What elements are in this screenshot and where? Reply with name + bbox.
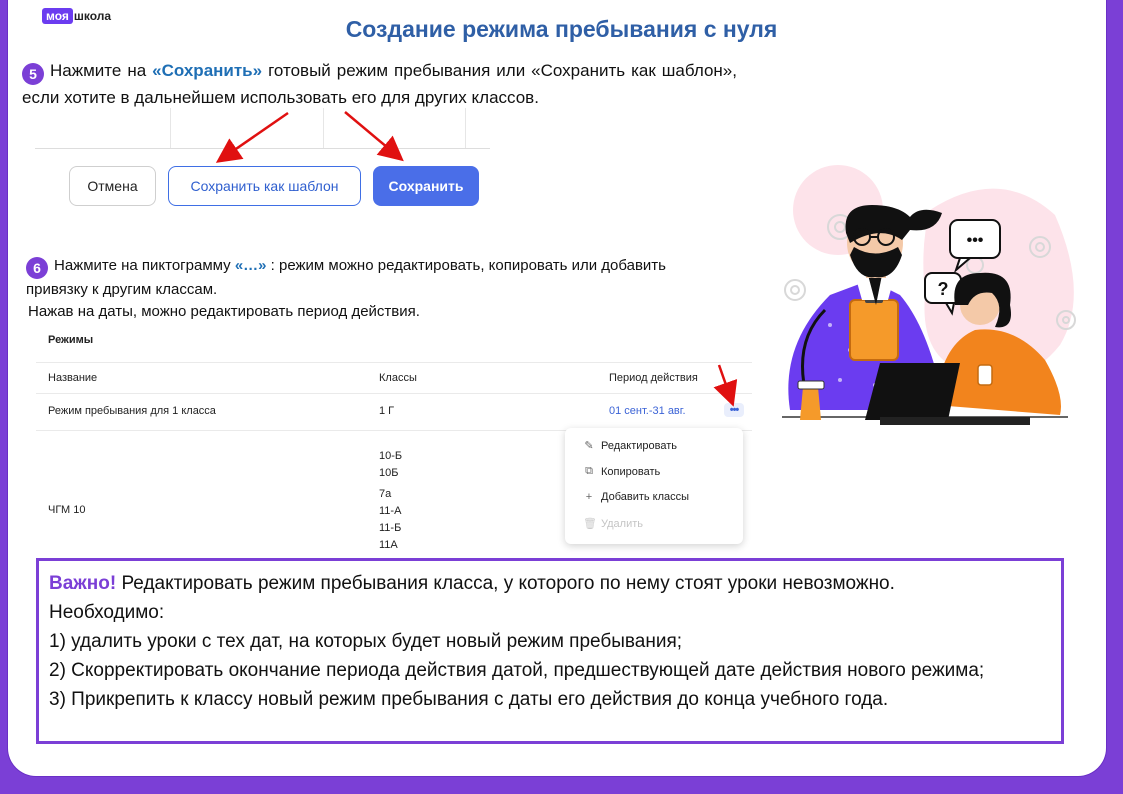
menu-item-label: Копировать xyxy=(601,465,661,478)
step6-highlight: «…» xyxy=(234,257,267,274)
menu-item-label: Добавить классы xyxy=(601,491,690,503)
speech-bubble-text: ? xyxy=(937,279,949,299)
step6-text-before: Нажмите на пиктограмму xyxy=(54,257,235,274)
step5-text-after: готовый режим пребывания или «Сохранить как шаблон», если хотите в дальнейшем использовать его для других классов. xyxy=(22,61,737,107)
class-item: 11-А xyxy=(379,505,402,517)
note-line2: Необходимо: xyxy=(49,602,165,623)
save-as-template-button[interactable]: Сохранить как шаблон xyxy=(168,166,361,206)
header-name: Название xyxy=(48,372,98,384)
note-line5: 3) Прикрепить к классу новый режим пребывания с даты его действия до конца учебного года. xyxy=(49,689,889,710)
row-period-link[interactable]: 01 сент.-31 авг. xyxy=(609,405,686,417)
menu-item-label: Редактировать xyxy=(601,439,677,452)
illustration xyxy=(770,155,1085,435)
class-item: 10Б xyxy=(379,467,399,479)
step5-highlight: «Сохранить» xyxy=(152,61,263,80)
note-line4: 2) Скорректировать окончание периода действия датой, предшествующей дате действия нового режима; xyxy=(49,660,985,681)
class-item: 10-Б xyxy=(379,450,403,462)
plus-icon: + xyxy=(585,491,593,503)
note-line1: Редактировать режим пребывания класса, у которого по нему стоят уроки невозможно. xyxy=(116,573,895,594)
copy-icon: ⧉ xyxy=(585,465,593,477)
row-name: Режим пребывания для 1 класса xyxy=(48,405,216,417)
class-item: 7а xyxy=(379,488,392,500)
step6-text-after: : режим можно редактировать, копировать или добавить привязку к другим классам. xyxy=(26,257,666,298)
note-important-label: Важно! xyxy=(49,573,117,594)
step6-number: 6 xyxy=(26,257,48,279)
important-note xyxy=(36,558,1064,744)
step5-number: 5 xyxy=(22,63,44,85)
header-classes: Классы xyxy=(379,372,417,384)
menu-item-label: Удалить xyxy=(601,517,643,530)
more-options-button[interactable]: ••• xyxy=(724,403,744,417)
header-period: Период действия xyxy=(609,372,698,384)
note-line3: 1) удалить уроки с тех дат, на которых будет новый режим пребывания; xyxy=(49,631,683,652)
table-title: Режимы xyxy=(48,334,94,346)
pencil-icon: ✎ xyxy=(584,440,594,452)
arrow xyxy=(345,112,400,158)
trash-icon: 🗑 xyxy=(583,518,597,530)
class-item: 11А xyxy=(379,539,398,548)
logo-part2: школа xyxy=(73,9,112,23)
speech-bubble-text: ••• xyxy=(966,232,984,249)
arrow xyxy=(220,113,288,160)
class-item: 11-Б xyxy=(379,522,402,534)
page-title: Создание режима пребывания с нуля xyxy=(345,16,778,42)
logo-part1: моя xyxy=(42,8,73,24)
save-button[interactable]: Сохранить xyxy=(373,166,479,206)
row-name: ЧГМ 10 xyxy=(48,504,86,516)
cancel-button[interactable]: Отмена xyxy=(69,166,156,206)
step5-text-before: Нажмите на xyxy=(50,61,153,80)
step6-line2: Нажав на даты, можно редактировать период действия. xyxy=(28,303,420,320)
arrow xyxy=(719,365,732,402)
row-classes: 1 Г xyxy=(379,405,395,417)
